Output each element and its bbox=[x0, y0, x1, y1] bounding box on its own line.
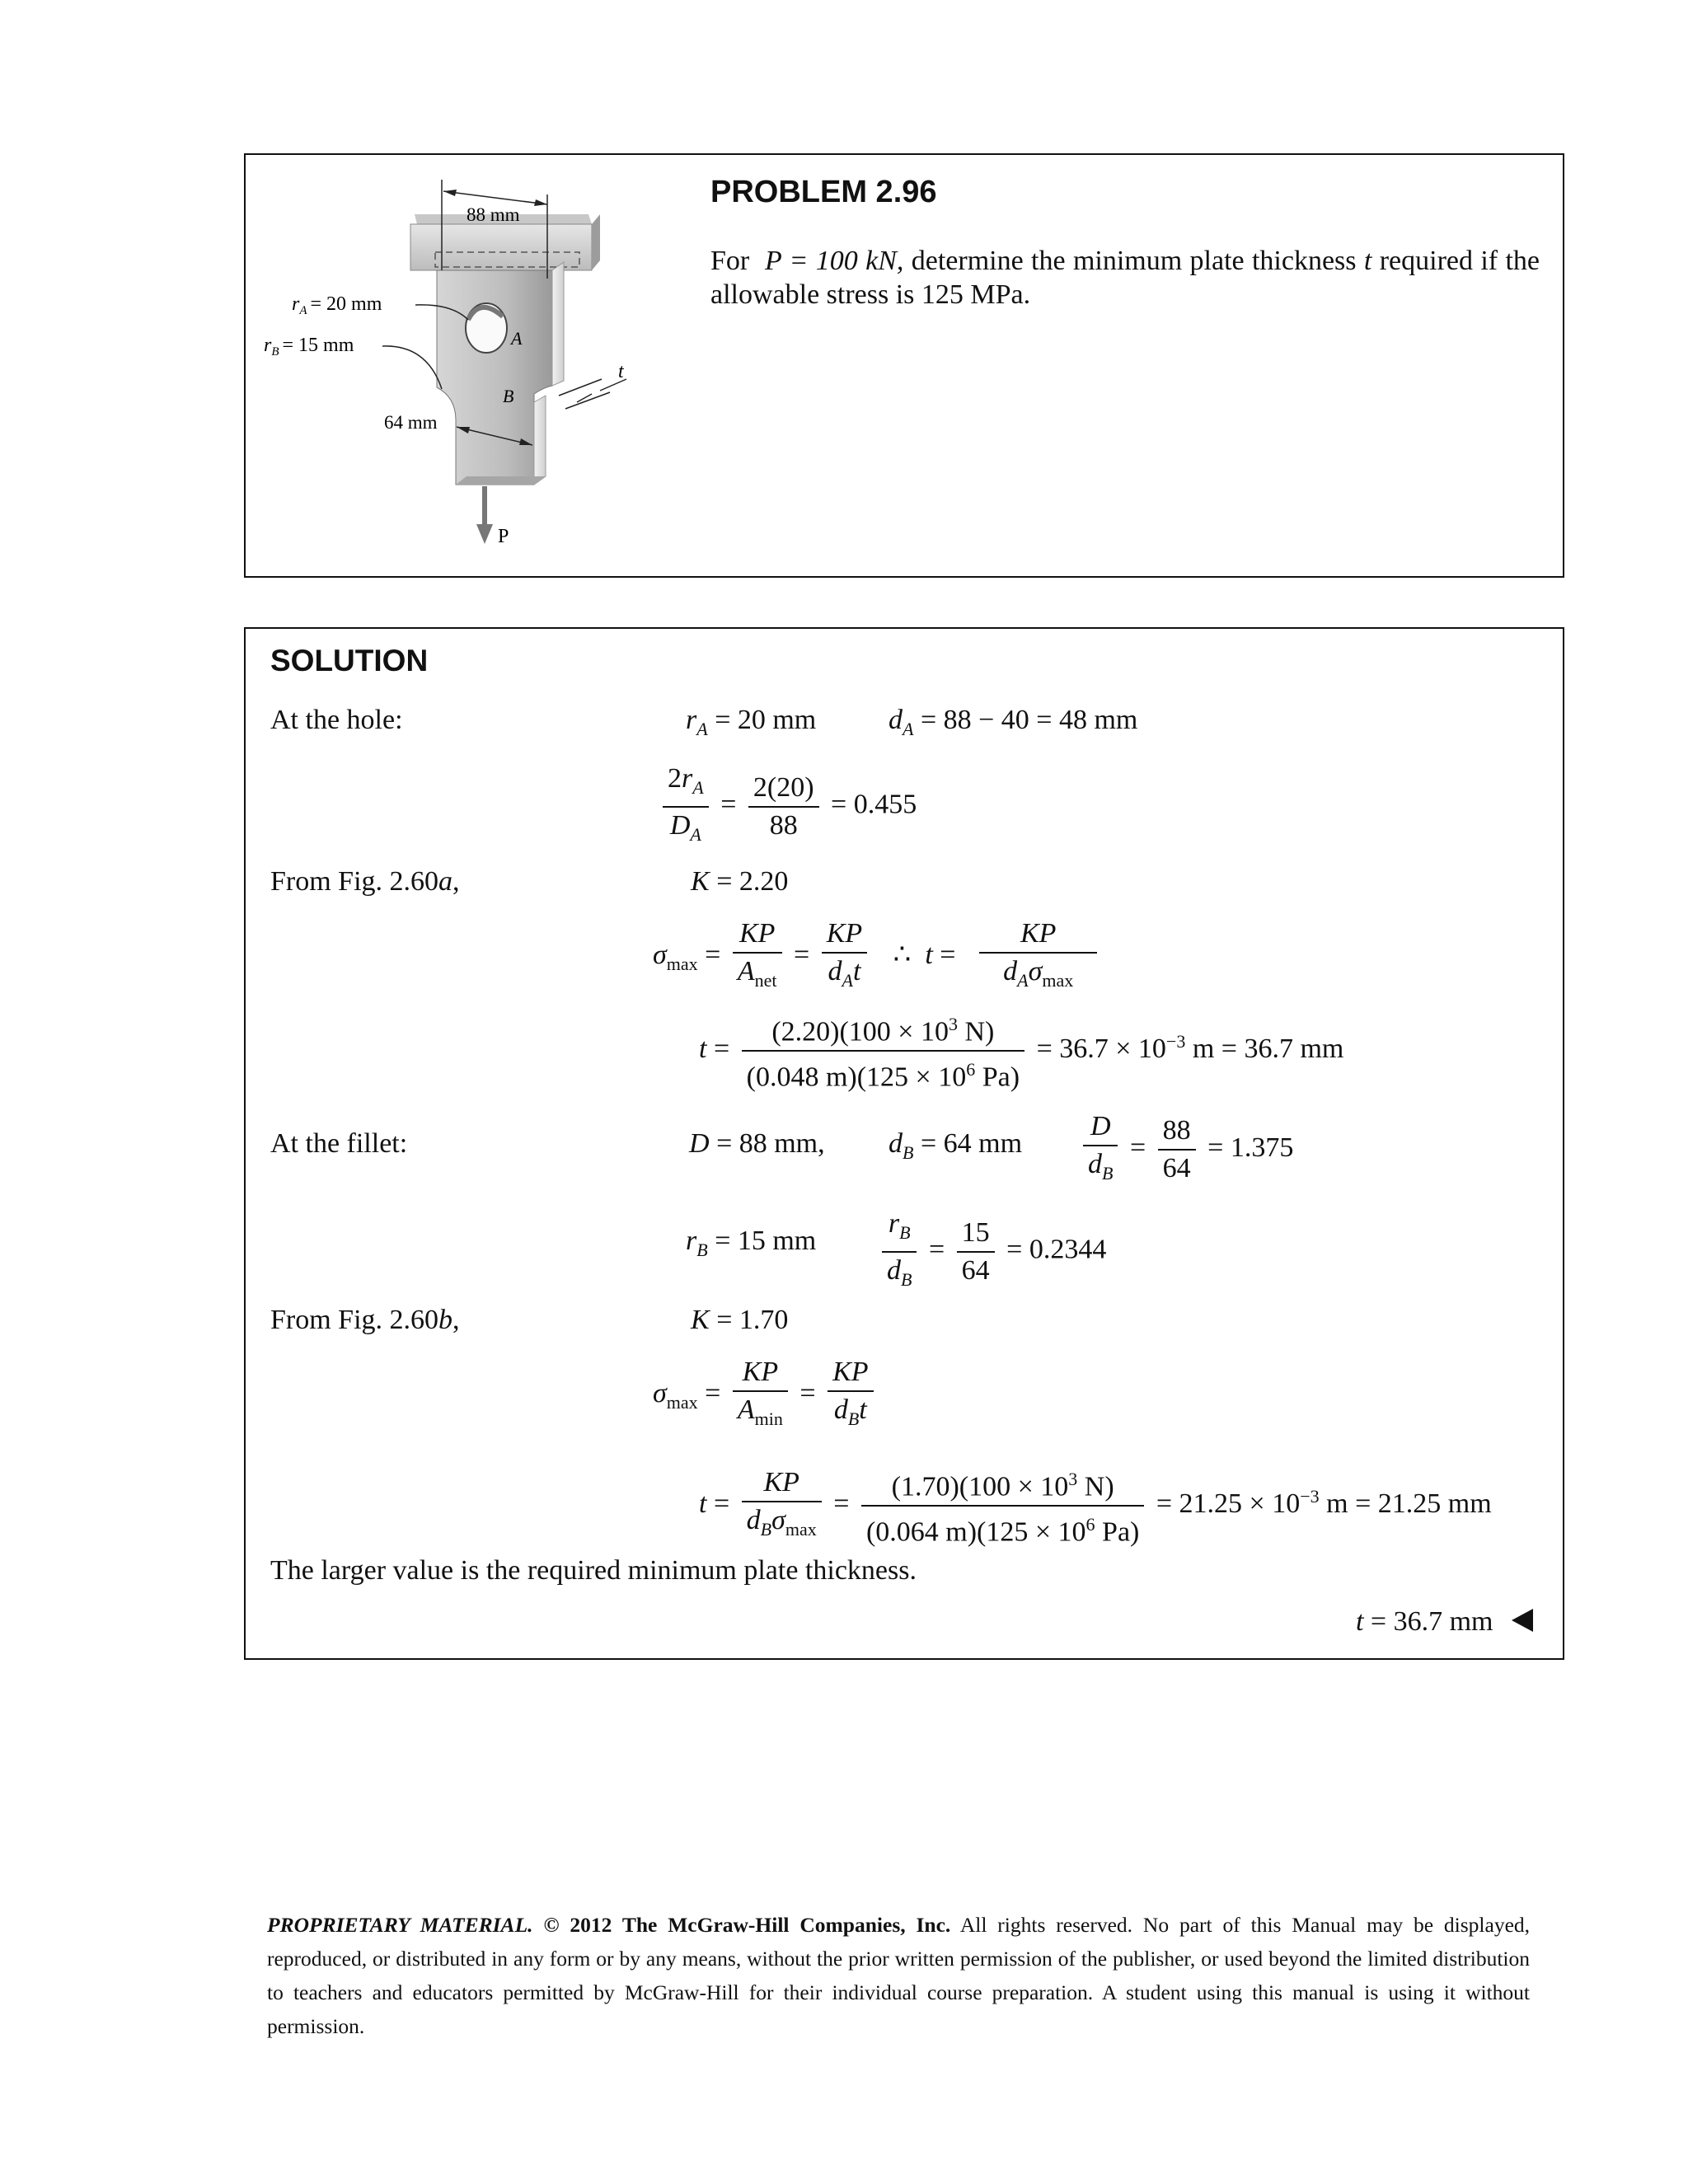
eq-ratio-D: $\frac{D}{d_B}$ = $\frac{88}{64}$ = 1.375 bbox=[1078, 1108, 1293, 1192]
point-b-label: B bbox=[503, 386, 514, 406]
label-at-hole: At the hole: bbox=[270, 705, 403, 735]
thickness-label: t bbox=[618, 361, 624, 382]
rb-label: $r_B = 15$ mm bbox=[264, 335, 354, 359]
eq-ratio-a: $\frac{2r_A}{D_A}$ = $\frac{2(20)}{88}$ = 0.455 bbox=[658, 761, 917, 853]
problem-box bbox=[244, 153, 1564, 578]
problem-figure bbox=[246, 155, 707, 575]
eq-t-a: t = $\frac{(2.20)(100 \times 10^3 N)}{(0.048 m)(125 \times 10^6 Pa)}$ = $36.7 \times 10^{-3}$ m = 36.7 mm bbox=[699, 1006, 1343, 1096]
load-label: P bbox=[498, 526, 509, 547]
problem-statement: For P = 100 kN, determine the minimum plate thickness t required if the allowable stress is 125 MPa. bbox=[710, 246, 1540, 310]
problem-title: PROBLEM 2.96 bbox=[710, 175, 937, 209]
eq-da: $d_A = 88 - 40 = 48$ mm bbox=[889, 705, 1138, 739]
label-fig-b: From Fig. 2.60b, bbox=[270, 1305, 460, 1335]
bottom-width-label: 64 mm bbox=[384, 412, 438, 433]
answer-marker-icon bbox=[1512, 1609, 1533, 1632]
width-dimension-label: 88 mm bbox=[467, 204, 520, 225]
solution-title: SOLUTION bbox=[270, 644, 429, 677]
eq-D: D = 88 mm, bbox=[689, 1128, 825, 1159]
eq-sigma-b: $\sigma_{max}$ = $\frac{KP}{A_{min}}$ = $\frac{KP}{d_Bt}$ bbox=[653, 1354, 879, 1437]
eq-dB: $d_B = 64$ mm bbox=[889, 1128, 1023, 1163]
eq-ratio-r: $\frac{r_B}{d_B}$ = $\frac{15}{64}$ = 0.2344 bbox=[877, 1206, 1106, 1298]
eq-ra: $r_A = 20$ mm bbox=[686, 705, 817, 739]
ra-label: $r_A = 20$ mm bbox=[292, 293, 382, 317]
eq-k-a: K = 2.20 bbox=[691, 866, 789, 897]
eq-rb: $r_B = 15$ mm bbox=[686, 1226, 817, 1260]
point-a-label: A bbox=[511, 328, 523, 349]
solution-box bbox=[244, 627, 1564, 1660]
eq-t-b: t = $\frac{KP}{d_B\sigma_{max}}$ = $\frac{(1.70)(100 \times 10^3 N)}{(0.064 m)(125 \times 10^6 Pa)}$ = $21.25 \times 10^{-3}$ m = 21.25 mm bbox=[699, 1461, 1492, 1551]
eq-k-b: K = 1.70 bbox=[691, 1305, 789, 1335]
label-fig-a: From Fig. 2.60a, bbox=[270, 866, 460, 897]
footer-notice: PROPRIETARY MATERIAL. © 2012 The McGraw-Hill Companies, Inc. All rights reserved. No part of this Manual may be displayed, reproduced, or distributed in any form or by any means, without the prior written permission of the publisher, or used beyond the limited distribution to teachers and educators permitted by McGraw-Hill for their individual course preparation. A student using this manual is using it without permission. bbox=[267, 1913, 1531, 2038]
label-at-fillet: At the fillet: bbox=[270, 1128, 408, 1159]
conclusion-text: The larger value is the required minimum plate thickness. bbox=[270, 1555, 917, 1586]
eq-sigma-a: $\sigma_{max}$ = $\frac{KP}{A_{net}}$ = $\frac{KP}{d_At}$ ∴ t = $\frac{KP}{d_A\sigma_{max}}$ bbox=[653, 916, 1102, 999]
final-answer: t = 36.7 mm bbox=[1356, 1606, 1533, 1638]
